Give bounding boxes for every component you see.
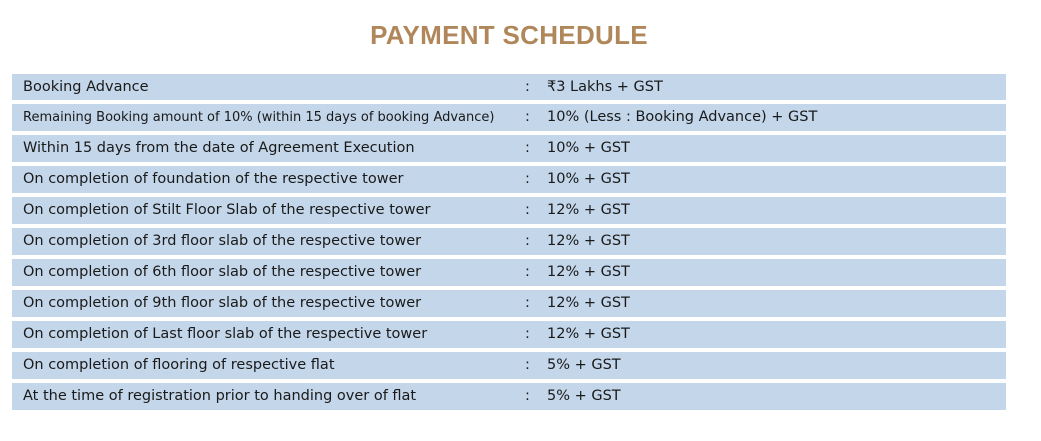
schedule-row [12,290,1006,317]
schedule-row [12,321,1006,348]
stage-label: On completion of foundation of the respective tower [23,171,404,187]
stage-label: At the time of registration prior to handing over of flat [23,388,417,404]
stage-label: On completion of flooring of respective flat [23,357,335,373]
schedule-row [12,352,1006,379]
schedule-row [12,259,1006,286]
amount-value: ₹3 Lakhs + GST [547,79,663,95]
schedule-row [12,228,1006,255]
amount-value: 5% + GST [547,388,621,404]
stage-label: On completion of 3rd floor slab of the respective tower [23,233,422,249]
stage-label: On completion of 6th floor slab of the respective tower [23,264,422,280]
separator-colon: : [525,357,530,373]
schedule-row [12,104,1006,131]
stage-label: On completion of 9th floor slab of the respective tower [23,295,422,311]
separator-colon: : [525,202,530,218]
amount-value: 10% + GST [547,171,630,187]
schedule-row [12,74,1006,100]
amount-value: 12% + GST [547,326,630,342]
amount-value: 10% + GST [547,140,630,156]
schedule-row [12,197,1006,224]
separator-colon: : [525,264,530,280]
payment-schedule-table [12,74,1006,414]
stage-label: On completion of Stilt Floor Slab of the respective tower [23,202,431,218]
page-title: PAYMENT SCHEDULE [370,20,648,50]
separator-colon: : [525,233,530,249]
stage-label: Booking Advance [23,79,149,95]
schedule-row [12,383,1006,410]
schedule-row [12,166,1006,193]
amount-value: 12% + GST [547,264,630,280]
separator-colon: : [525,295,530,311]
separator-colon: : [525,109,530,125]
separator-colon: : [525,171,530,187]
amount-value: 12% + GST [547,295,630,311]
amount-value: 5% + GST [547,357,621,373]
amount-value: 12% + GST [547,202,630,218]
stage-label: Within 15 days from the date of Agreement Execution [23,140,415,156]
separator-colon: : [525,79,530,95]
separator-colon: : [525,388,530,404]
stage-label: Remaining Booking amount of 10% (within 15 days of booking Advance) [23,110,495,125]
amount-value: 12% + GST [547,233,630,249]
stage-label: On completion of Last floor slab of the respective tower [23,326,428,342]
schedule-row [12,135,1006,162]
separator-colon: : [525,326,530,342]
amount-value: 10% (Less : Booking Advance) + GST [547,109,818,125]
separator-colon: : [525,140,530,156]
